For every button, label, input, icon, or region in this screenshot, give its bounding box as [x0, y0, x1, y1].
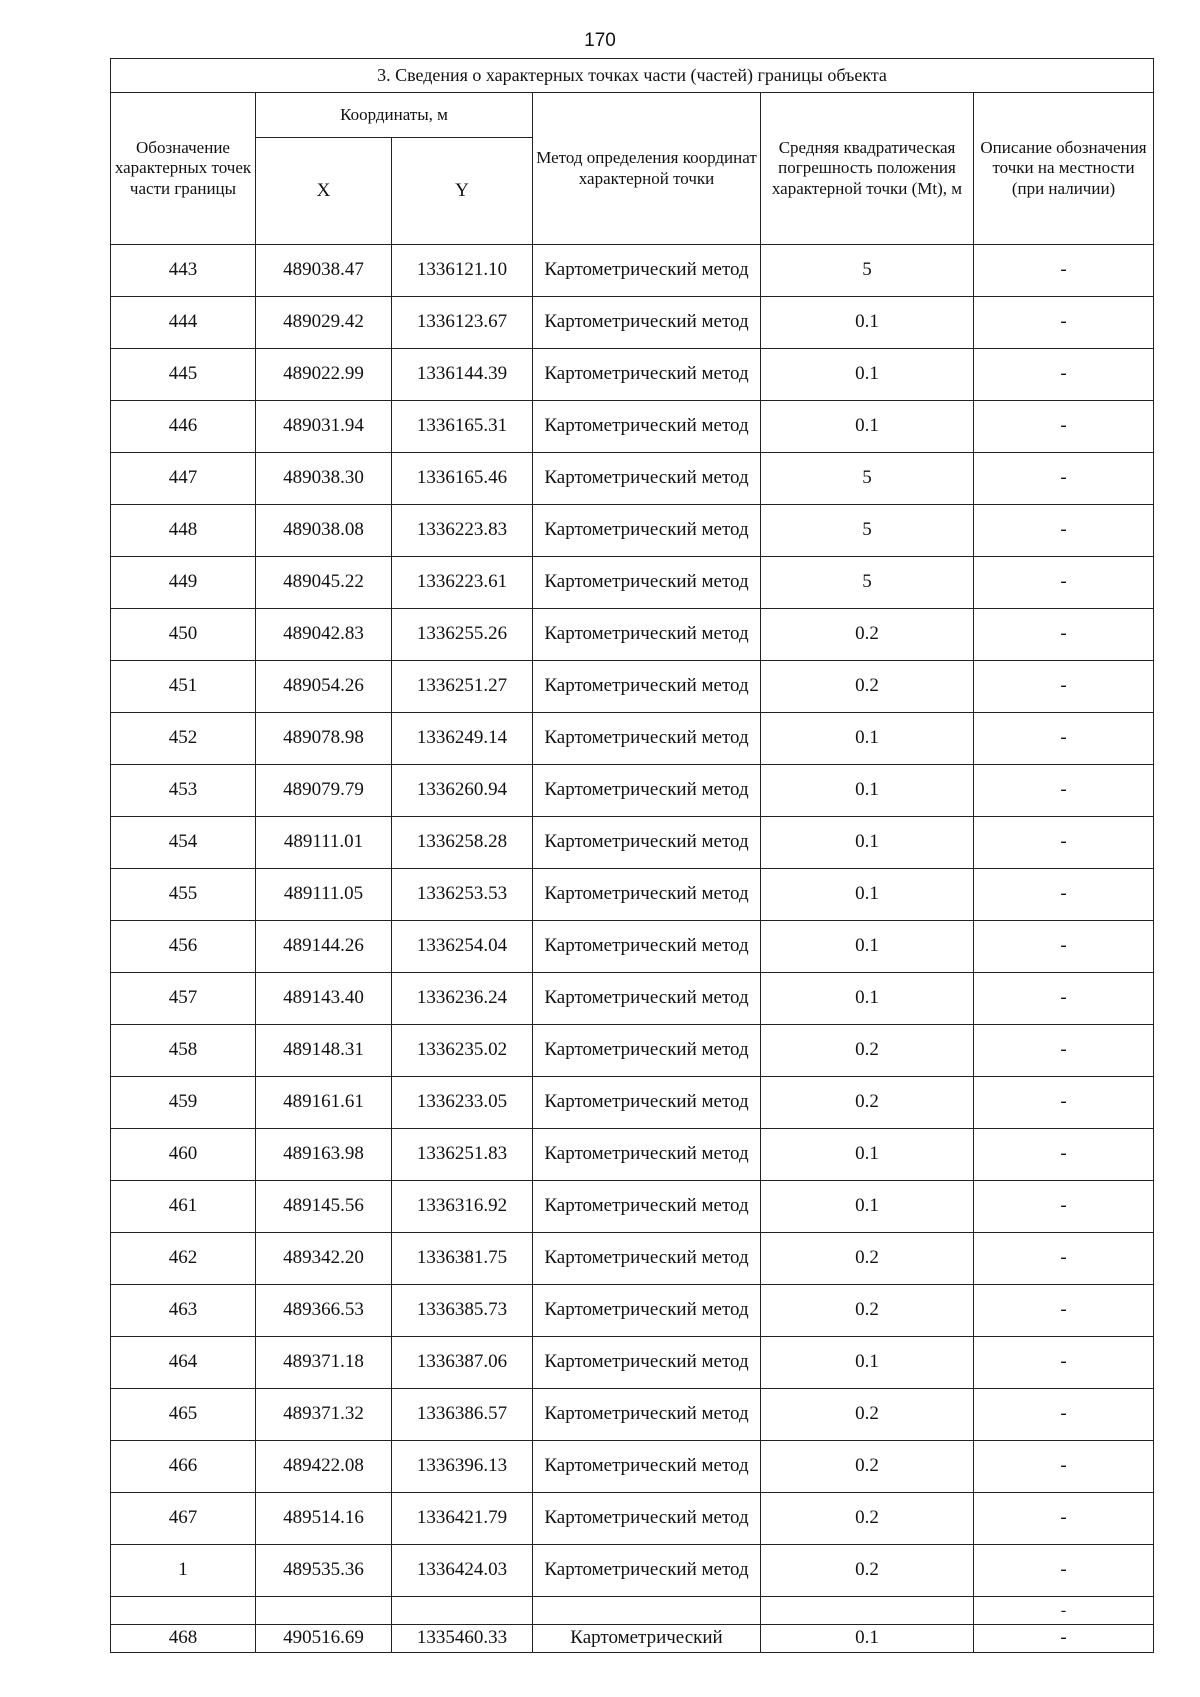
empty-cell [533, 1597, 761, 1625]
point-id-cell: 465 [111, 1389, 256, 1441]
point-id-cell: 468 [111, 1625, 256, 1653]
point-id-cell: 447 [111, 453, 256, 505]
point-id-cell: 457 [111, 973, 256, 1025]
y-coordinate-cell: 1336253.53 [392, 869, 533, 921]
table-row [111, 505, 1154, 557]
point-id-cell: 451 [111, 661, 256, 713]
method-cell: Картометрический метод [533, 453, 761, 505]
y-coordinate-cell: 1336316.92 [392, 1181, 533, 1233]
description-cell: - [974, 505, 1154, 557]
table-row [111, 1493, 1154, 1545]
description-cell: - [974, 1129, 1154, 1181]
y-coordinate-cell: 1335460.33 [392, 1625, 533, 1653]
mean-error-cell: 0.1 [761, 921, 974, 973]
method-cell: Картометрический [533, 1625, 761, 1653]
point-id-cell: 450 [111, 609, 256, 661]
x-coordinate-cell: 489366.53 [256, 1285, 392, 1337]
x-coordinate-cell: 489422.08 [256, 1441, 392, 1493]
point-id-cell: 449 [111, 557, 256, 609]
y-coordinate-cell: 1336381.75 [392, 1233, 533, 1285]
point-id-cell: 466 [111, 1441, 256, 1493]
mean-error-cell: 0.1 [761, 713, 974, 765]
method-cell: Картометрический метод [533, 1337, 761, 1389]
x-coordinate-cell: 489371.18 [256, 1337, 392, 1389]
x-coordinate-cell: 489148.31 [256, 1025, 392, 1077]
mean-error-cell: 0.1 [761, 973, 974, 1025]
x-coordinate-cell: 489371.32 [256, 1389, 392, 1441]
empty-cell [256, 1597, 392, 1625]
x-coordinate-cell: 489143.40 [256, 973, 392, 1025]
point-id-cell: 448 [111, 505, 256, 557]
mean-error-cell: 0.1 [761, 349, 974, 401]
method-cell: Картометрический метод [533, 869, 761, 921]
mean-error-cell: 0.2 [761, 1077, 974, 1129]
table-row [111, 661, 1154, 713]
description-cell: - [974, 1545, 1154, 1597]
mean-error-cell: 5 [761, 557, 974, 609]
y-coordinate-cell: 1336251.83 [392, 1129, 533, 1181]
x-coordinate-cell: 489144.26 [256, 921, 392, 973]
y-coordinate-cell: 1336255.26 [392, 609, 533, 661]
y-coordinate-cell: 1336424.03 [392, 1545, 533, 1597]
mean-error-cell: 0.2 [761, 1233, 974, 1285]
empty-cell [111, 1597, 256, 1625]
table-row [111, 1077, 1154, 1129]
table-row [111, 297, 1154, 349]
characteristic-points-table [110, 58, 1154, 1653]
description-cell: - [974, 1337, 1154, 1389]
method-cell: Картометрический метод [533, 401, 761, 453]
header-mean-error: Средняя квадратическая погрешность положения характерной точки (Mt), м [761, 93, 974, 245]
method-cell: Картометрический метод [533, 245, 761, 297]
point-id-cell: 455 [111, 869, 256, 921]
description-cell: - [974, 349, 1154, 401]
y-coordinate-cell: 1336421.79 [392, 1493, 533, 1545]
x-coordinate-cell: 489038.08 [256, 505, 392, 557]
y-coordinate-cell: 1336165.31 [392, 401, 533, 453]
description-cell: - [974, 1493, 1154, 1545]
header-method: Метод определения координат характерной точки [533, 93, 761, 245]
description-cell: - [974, 1233, 1154, 1285]
x-coordinate-cell: 489078.98 [256, 713, 392, 765]
table-row-empty [111, 1597, 1154, 1625]
method-cell: Картометрический метод [533, 661, 761, 713]
mean-error-cell: 0.1 [761, 817, 974, 869]
table-row [111, 1181, 1154, 1233]
method-cell: Картометрический метод [533, 505, 761, 557]
point-id-cell: 1 [111, 1545, 256, 1597]
description-cell: - [974, 817, 1154, 869]
table-row [111, 245, 1154, 297]
method-cell: Картометрический метод [533, 1233, 761, 1285]
mean-error-cell: 0.1 [761, 765, 974, 817]
mean-error-cell: 5 [761, 245, 974, 297]
point-id-cell: 454 [111, 817, 256, 869]
point-id-cell: 456 [111, 921, 256, 973]
header-coordinates: Координаты, м [256, 93, 533, 138]
method-cell: Картометрический метод [533, 349, 761, 401]
y-coordinate-cell: 1336235.02 [392, 1025, 533, 1077]
description-cell: - [974, 921, 1154, 973]
page-number: 170 [584, 30, 616, 51]
description-cell: - [974, 609, 1154, 661]
mean-error-cell: 0.2 [761, 1493, 974, 1545]
table-row [111, 1441, 1154, 1493]
x-coordinate-cell: 489111.05 [256, 869, 392, 921]
y-coordinate-cell: 1336258.28 [392, 817, 533, 869]
y-coordinate-cell: 1336223.83 [392, 505, 533, 557]
y-coordinate-cell: 1336123.67 [392, 297, 533, 349]
x-coordinate-cell: 489022.99 [256, 349, 392, 401]
x-coordinate-cell: 489111.01 [256, 817, 392, 869]
point-id-cell: 461 [111, 1181, 256, 1233]
mean-error-cell: 0.1 [761, 1129, 974, 1181]
point-id-cell: 443 [111, 245, 256, 297]
x-coordinate-cell: 489029.42 [256, 297, 392, 349]
y-coordinate-cell: 1336396.13 [392, 1441, 533, 1493]
description-cell: - [974, 297, 1154, 349]
y-coordinate-cell: 1336121.10 [392, 245, 533, 297]
table-row [111, 973, 1154, 1025]
method-cell: Картометрический метод [533, 1441, 761, 1493]
description-cell: - [974, 1181, 1154, 1233]
table-row [111, 401, 1154, 453]
table-row [111, 1285, 1154, 1337]
table-row [111, 869, 1154, 921]
method-cell: Картометрический метод [533, 1077, 761, 1129]
mean-error-cell: 0.2 [761, 1441, 974, 1493]
mean-error-cell: 0.1 [761, 297, 974, 349]
mean-error-cell: 0.1 [761, 1181, 974, 1233]
method-cell: Картометрический метод [533, 557, 761, 609]
mean-error-cell: 5 [761, 505, 974, 557]
mean-error-cell: 0.1 [761, 1337, 974, 1389]
x-coordinate-cell: 489514.16 [256, 1493, 392, 1545]
mean-error-cell: 0.1 [761, 1625, 974, 1653]
method-cell: Картометрический метод [533, 713, 761, 765]
method-cell: Картометрический метод [533, 1285, 761, 1337]
header-y: Y [392, 138, 533, 245]
description-cell: - [974, 1285, 1154, 1337]
description-cell: - [974, 1389, 1154, 1441]
mean-error-cell: 0.2 [761, 1389, 974, 1441]
table-row [111, 1129, 1154, 1181]
mean-error-cell: 0.1 [761, 869, 974, 921]
x-coordinate-cell: 489145.56 [256, 1181, 392, 1233]
table-row [111, 1337, 1154, 1389]
mean-error-cell: 0.2 [761, 609, 974, 661]
y-coordinate-cell: 1336251.27 [392, 661, 533, 713]
method-cell: Картометрический метод [533, 1129, 761, 1181]
table-row [111, 453, 1154, 505]
table-row [111, 1233, 1154, 1285]
table-row [111, 1625, 1154, 1653]
x-coordinate-cell: 489038.30 [256, 453, 392, 505]
description-cell: - [974, 1077, 1154, 1129]
method-cell: Картометрический метод [533, 609, 761, 661]
method-cell: Картометрический метод [533, 921, 761, 973]
x-coordinate-cell: 489163.98 [256, 1129, 392, 1181]
point-id-cell: 453 [111, 765, 256, 817]
description-cell: - [974, 869, 1154, 921]
description-cell: - [974, 1441, 1154, 1493]
point-id-cell: 460 [111, 1129, 256, 1181]
table-row [111, 349, 1154, 401]
description-cell: - [974, 401, 1154, 453]
x-coordinate-cell: 489038.47 [256, 245, 392, 297]
y-coordinate-cell: 1336249.14 [392, 713, 533, 765]
method-cell: Картометрический метод [533, 817, 761, 869]
y-coordinate-cell: 1336254.04 [392, 921, 533, 973]
empty-cell [392, 1597, 533, 1625]
description-cell: - [974, 661, 1154, 713]
point-id-cell: 459 [111, 1077, 256, 1129]
y-coordinate-cell: 1336260.94 [392, 765, 533, 817]
y-coordinate-cell: 1336385.73 [392, 1285, 533, 1337]
table-body [111, 245, 1154, 1653]
description-cell: - [974, 1597, 1154, 1625]
method-cell: Картометрический метод [533, 1493, 761, 1545]
table-row [111, 817, 1154, 869]
x-coordinate-cell: 489342.20 [256, 1233, 392, 1285]
x-coordinate-cell: 489161.61 [256, 1077, 392, 1129]
x-coordinate-cell: 489045.22 [256, 557, 392, 609]
x-coordinate-cell: 490516.69 [256, 1625, 392, 1653]
method-cell: Картометрический метод [533, 1389, 761, 1441]
description-cell: - [974, 765, 1154, 817]
method-cell: Картометрический метод [533, 1025, 761, 1077]
header-description: Описание обозначения точки на местности (при наличии) [974, 93, 1154, 245]
description-cell: - [974, 453, 1154, 505]
header-designation: Обозначение характерных точек части границы [111, 93, 256, 245]
point-id-cell: 452 [111, 713, 256, 765]
method-cell: Картометрический метод [533, 765, 761, 817]
point-id-cell: 463 [111, 1285, 256, 1337]
description-cell: - [974, 1625, 1154, 1653]
x-coordinate-cell: 489535.36 [256, 1545, 392, 1597]
x-coordinate-cell: 489054.26 [256, 661, 392, 713]
y-coordinate-cell: 1336236.24 [392, 973, 533, 1025]
table-row [111, 713, 1154, 765]
table-row [111, 921, 1154, 973]
description-cell: - [974, 973, 1154, 1025]
table-row [111, 1545, 1154, 1597]
x-coordinate-cell: 489031.94 [256, 401, 392, 453]
mean-error-cell: 0.2 [761, 1545, 974, 1597]
y-coordinate-cell: 1336233.05 [392, 1077, 533, 1129]
table-row [111, 765, 1154, 817]
point-id-cell: 446 [111, 401, 256, 453]
method-cell: Картометрический метод [533, 1545, 761, 1597]
point-id-cell: 464 [111, 1337, 256, 1389]
point-id-cell: 445 [111, 349, 256, 401]
table-row [111, 1389, 1154, 1441]
x-coordinate-cell: 489042.83 [256, 609, 392, 661]
point-id-cell: 444 [111, 297, 256, 349]
mean-error-cell: 0.2 [761, 1025, 974, 1077]
y-coordinate-cell: 1336386.57 [392, 1389, 533, 1441]
description-cell: - [974, 245, 1154, 297]
description-cell: - [974, 713, 1154, 765]
mean-error-cell: 5 [761, 453, 974, 505]
table-row [111, 557, 1154, 609]
empty-cell [761, 1597, 974, 1625]
description-cell: - [974, 557, 1154, 609]
method-cell: Картометрический метод [533, 973, 761, 1025]
description-cell: - [974, 1025, 1154, 1077]
point-id-cell: 467 [111, 1493, 256, 1545]
y-coordinate-cell: 1336165.46 [392, 453, 533, 505]
mean-error-cell: 0.2 [761, 1285, 974, 1337]
method-cell: Картометрический метод [533, 1181, 761, 1233]
header-x: X [256, 138, 392, 245]
point-id-cell: 462 [111, 1233, 256, 1285]
y-coordinate-cell: 1336223.61 [392, 557, 533, 609]
point-id-cell: 458 [111, 1025, 256, 1077]
x-coordinate-cell: 489079.79 [256, 765, 392, 817]
mean-error-cell: 0.1 [761, 401, 974, 453]
method-cell: Картометрический метод [533, 297, 761, 349]
table-title: 3. Сведения о характерных точках части (частей) границы объекта [111, 59, 1154, 93]
mean-error-cell: 0.2 [761, 661, 974, 713]
y-coordinate-cell: 1336144.39 [392, 349, 533, 401]
table-row [111, 1025, 1154, 1077]
y-coordinate-cell: 1336387.06 [392, 1337, 533, 1389]
table-row [111, 609, 1154, 661]
